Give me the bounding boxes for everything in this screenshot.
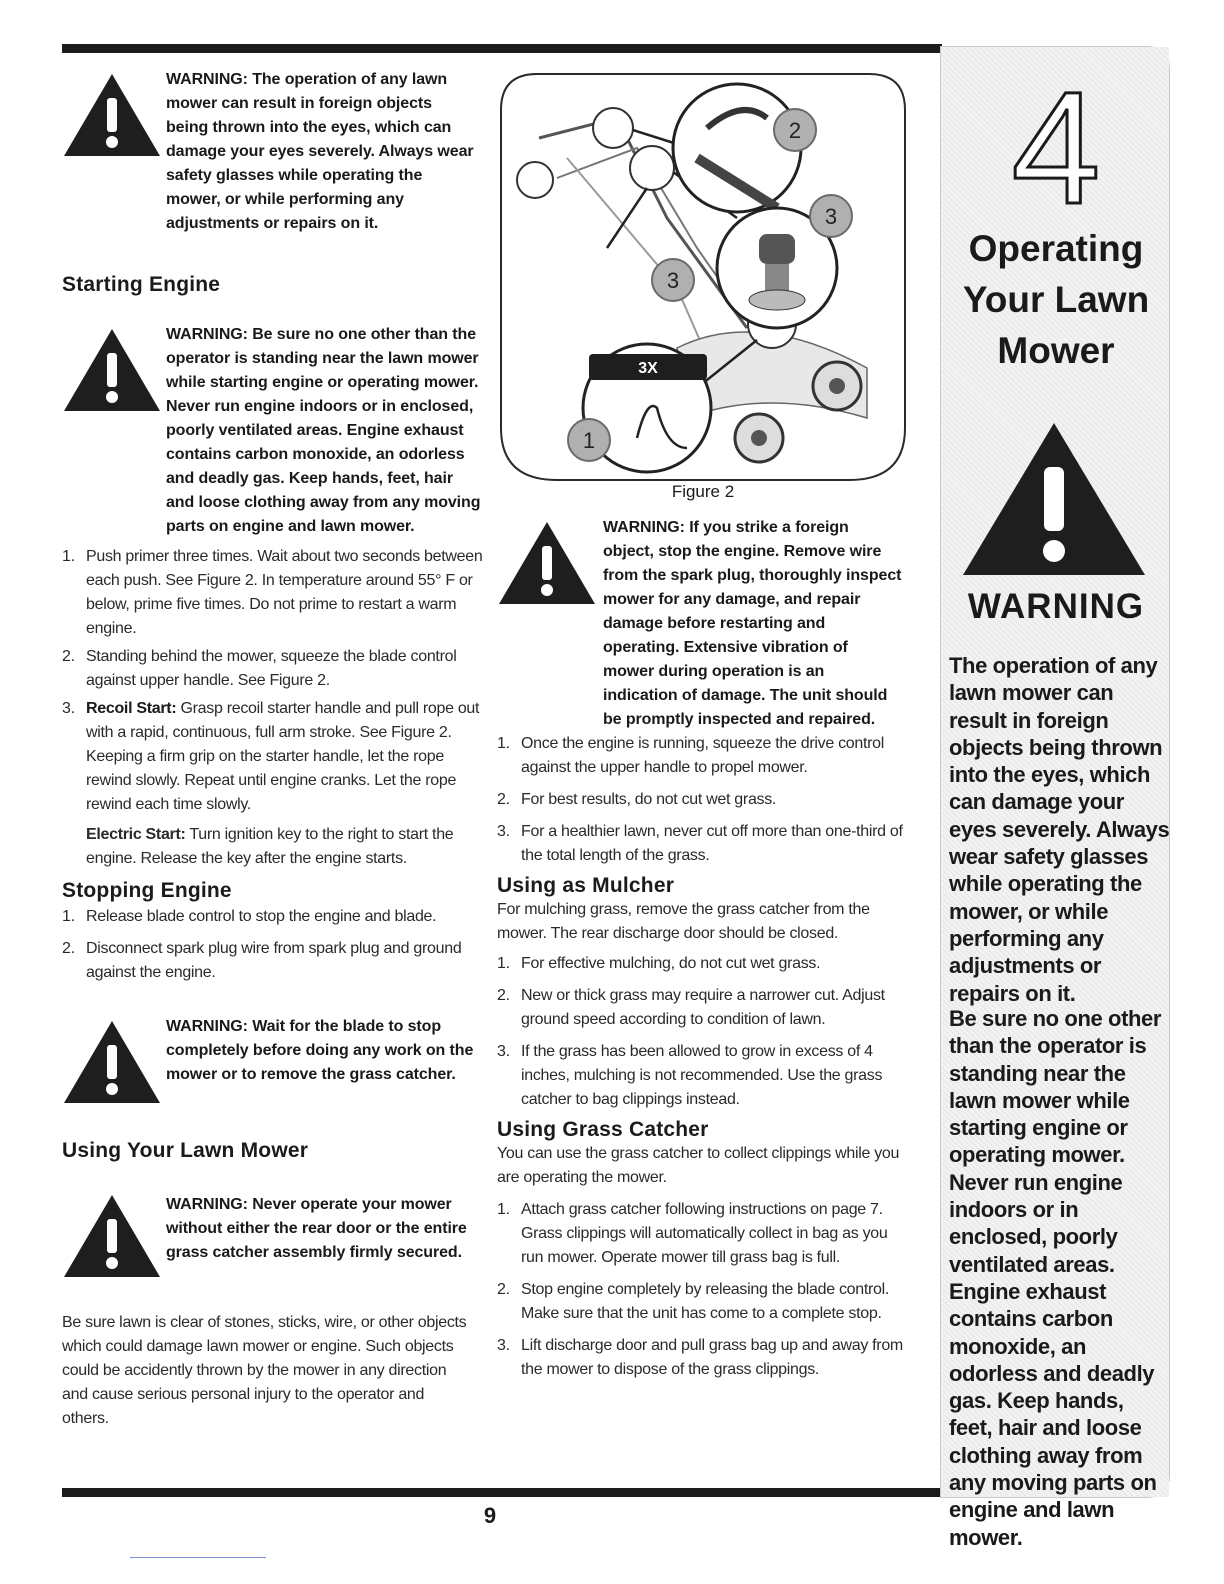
left-column: [62, 68, 484, 1431]
list-item: 1. Attach grass catcher following instructions on page 7. Grass clippings will automatically collect in bag as you run mower. Operate mower till grass bag is full.: [497, 1201, 888, 1266]
bottom-rule: [62, 1488, 942, 1497]
list-item: 3. Lift discharge door and pull grass bag up and away from the mower to dispose of the grass clippings.: [497, 1337, 903, 1378]
starting-steps: [62, 545, 484, 817]
list-item: 1. Push primer three times. Wait about two seconds between each push. See Figure 2. In temperature around 55° F or below, prime five times. Do not prime to restart a warm engine.: [62, 548, 483, 637]
warning-blade: [62, 1015, 484, 1105]
using-mower-title: Using Your Lawn Mower: [62, 1139, 309, 1162]
grass-catcher-title: Using Grass Catcher: [497, 1118, 709, 1141]
list-item: 2. For best results, do not cut wet grass.: [497, 791, 777, 808]
list-item: 3. Recoil Start: Grasp recoil starter handle and pull rope out with a rapid, continuous, full arm stroke. See Figure 2. Keeping a firm grip on the starter handle, let the rope rewind slowly. Repeat until engine cranks. Let the rope rewind each time slowly.: [62, 700, 480, 813]
warning-triangle-icon: [497, 520, 597, 606]
electric-start: Electric Start: Turn ignition key to the right to start the engine. Release the key after the engine starts.: [86, 826, 454, 867]
list-item: 1. Release blade control to stop the engine and blade.: [62, 908, 437, 925]
warning-rear-door: [62, 1193, 484, 1279]
list-item: 2. Standing behind the mower, squeeze the blade control against upper handle. See Figure 2.: [62, 648, 457, 689]
warning-foreign-object: [497, 516, 909, 732]
sidebar-warning-label: WARNING: [967, 587, 1145, 626]
catcher-steps: [497, 1198, 909, 1382]
callout-2: 2: [788, 118, 802, 143]
warning-foreign-text: WARNING: If you strike a foreign object, stop the engine. Remove wire from the spark plug, thoroughly inspect mower for any damage, and repair damage before restarting and operating. Extensive vibration of mower during operation is an indication of damage. The unit should be promptly inspected and repaired.: [603, 519, 902, 728]
svg-text:4: 4: [1011, 58, 1101, 237]
clear-lawn-text: Be sure lawn is clear of stones, sticks, wire, or other objects which could damage lawn mower or engine. Such objects could be accidently thrown by the mower in any direction and cause serious personal injury to the operator and others.: [62, 1314, 467, 1427]
warning-start-text: WARNING: Be sure no one other than the operator is standing near the lawn mower while starting engine or operating mower. Never run engine indoors or in enclosed, poorly ventilated areas. Engine exhaust contains carbon monoxide, an odorless and deadly gas. Keep hands, feet, hair and loose clothing away from any moving parts on engine and lawn mower.: [166, 326, 481, 535]
top-rule: [62, 44, 942, 53]
page-number: 9: [483, 1503, 497, 1528]
warning-triangle-icon: [62, 1019, 162, 1105]
list-item: 2. Disconnect spark plug wire from spark plug and ground against the engine.: [62, 940, 462, 981]
middle-column: [497, 68, 909, 1382]
figure-2: [497, 68, 909, 478]
list-item: 1. For effective mulching, do not cut wet grass.: [497, 955, 821, 972]
sidebar-warning-start: Be sure no one other than the operator is standing near the lawn mower while starting engine or operating mower. Never run engine indoors or in enclosed, poorly ventilated areas. Engine exhaust contains carbon monoxide, an odorless and deadly gas. Keep hands, feet, hair and loose clothing away from any moving parts on engine and lawn mower.: [949, 1006, 1162, 1550]
warning-blade-text: WARNING: Wait for the blade to stop completely before doing any work on the mower or to remove the grass catcher.: [166, 1018, 474, 1083]
callout-3-key: 3: [824, 204, 838, 229]
warning-triangle-icon: [959, 419, 1149, 579]
warning-eyes: [62, 68, 484, 238]
warning-triangle-icon: [62, 1193, 162, 1279]
catcher-intro: You can use the grass catcher to collect clippings while you are operating the mower.: [497, 1145, 900, 1186]
warning-triangle-icon: [62, 327, 162, 413]
mulcher-title: Using as Mulcher: [497, 874, 675, 897]
primer-count-label: 3X: [638, 360, 658, 377]
sidebar-warning-eyes: The operation of any lawn mower can result in foreign objects being thrown into the eyes, which can damage your eyes severely. Always wear safety glasses while operating the mower, or while performing any adjustments or repairs on it.: [949, 653, 1170, 1006]
stopping-steps: [62, 905, 484, 985]
list-item: 1. Once the engine is running, squeeze the drive control against the upper handle to propel mower.: [497, 735, 885, 776]
warning-triangle-icon: [62, 72, 162, 158]
mower-starting-illustration: [497, 68, 909, 478]
callout-3-cord: 3: [666, 268, 680, 293]
warning-rear-door-text: WARNING: Never operate your mower without either the rear door or the entire grass catcher assembly firmly secured.: [166, 1196, 467, 1261]
chapter-sidebar: [940, 46, 1170, 1550]
list-item: 2. Stop engine completely by releasing the blade control. Make sure that the unit has come to a complete stop.: [497, 1281, 890, 1322]
mulcher-steps: [497, 952, 909, 1112]
stopping-engine-title: Stopping Engine: [62, 879, 232, 902]
chapter-title: Operating Your Lawn Mower: [962, 228, 1150, 371]
warning-start: [62, 323, 484, 539]
list-item: 3. For a healthier lawn, never cut off more than one-third of the total length of the grass.: [497, 823, 903, 864]
callout-1: 1: [582, 428, 596, 453]
warning-eyes-text: WARNING: The operation of any lawn mower can result in foreign objects being thrown into the eyes, which can damage your eyes severely. Always wear safety glasses while operating the mower, or while performing any adjustments or repairs on it.: [166, 71, 474, 232]
starting-engine-title: Starting Engine: [62, 273, 221, 296]
mulcher-intro: For mulching grass, remove the grass catcher from the mower. The rear discharge door should be closed.: [497, 901, 870, 942]
footer-line: [130, 1557, 266, 1558]
chapter-number: [941, 58, 1171, 237]
figure-caption: Figure 2: [671, 482, 735, 501]
list-item: 3. If the grass has been allowed to grow in excess of 4 inches, mulching is not recommended. Use the grass catcher to bag clippings instead.: [497, 1043, 883, 1108]
running-steps: [497, 732, 909, 868]
list-item: 2. New or thick grass may require a narrower cut. Adjust ground speed according to condition of lawn.: [497, 987, 885, 1028]
